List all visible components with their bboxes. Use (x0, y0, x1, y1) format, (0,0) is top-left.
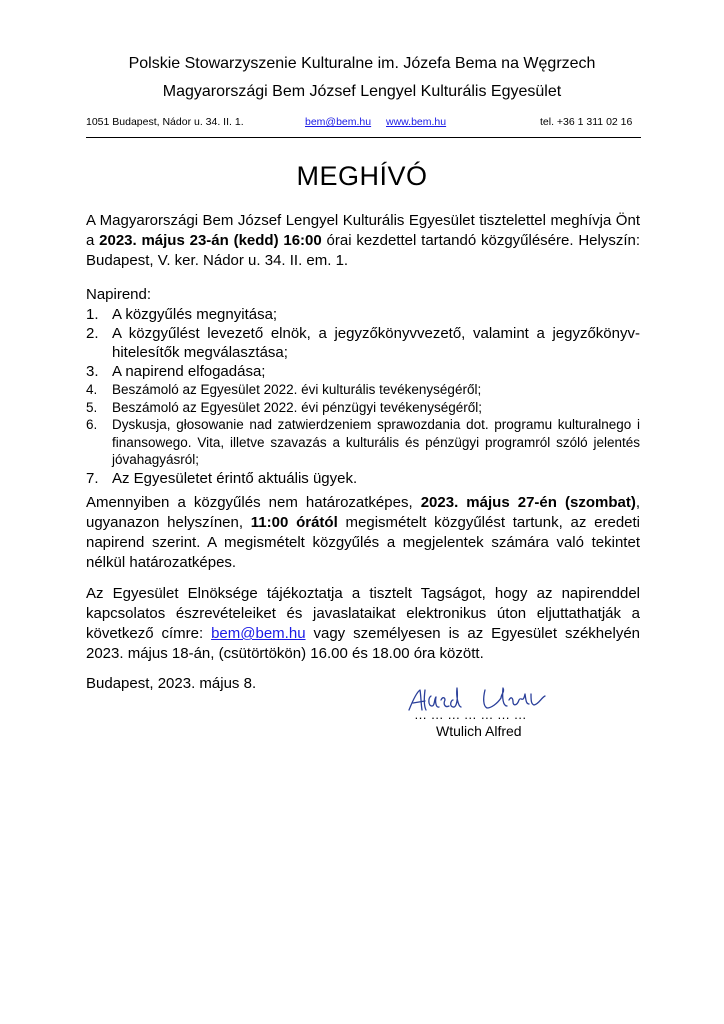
agenda-item-number: 6. (86, 417, 98, 432)
signer-name: Wtulich Alfred (436, 723, 522, 739)
notice-text-2: vagy személyesen is az Egyesület székhelyén 2023. május 18-án, (csütörtökön) 16.00 és 18.00 óra között. (86, 625, 640, 662)
address: 1051 Budapest, Nádor u. 34. II. 1. (86, 116, 244, 128)
agenda-item-text: A napirend elfogadása; (112, 363, 266, 380)
agenda-item-number: 7. (86, 469, 99, 487)
agenda-list (86, 305, 640, 488)
agenda-item-text: Dyskusja, głosowanie nad zatwierdzeniem sprawozdania dot. programu kulturalnego i finansowego. Vita, illetve szavazás a kulturális és pénzügyi programról szóló jelentés jóvahagyásról; (112, 417, 640, 467)
signature-line: ………………… (414, 707, 531, 722)
organization-name-hungarian: Magyarországi Bem József Lengyel Kulturális Egyesület (162, 83, 562, 100)
agenda-item (86, 324, 640, 362)
intro-text-1: A Magyarországi Bem József Lengyel Kulturális Egyesület tisztelettel meghívja Önt a (86, 212, 640, 249)
document-title: MEGHÍVÓ (296, 161, 428, 191)
agenda-item (86, 381, 640, 399)
quorum-text-3: megismételt közgyűlést tartunk, az eredeti napirend szerint. A megismételt közgyűlés a megjelentek számára való tekintet nélkül határozatképes. (86, 514, 641, 571)
agenda-item-number: 5. (86, 399, 98, 415)
repeat-meeting-date: 2023. május 27-én (szombat) (420, 494, 636, 511)
agenda-item (86, 416, 640, 469)
agenda-item-number: 3. (86, 363, 99, 380)
quorum-paragraph (86, 493, 640, 573)
agenda-item-number: 1. (86, 306, 99, 323)
quorum-text-2: , ugyanazon helyszínen, (86, 494, 640, 531)
email-link[interactable]: bem@bem.hu (305, 116, 372, 128)
agenda-item-number: 2. (86, 325, 99, 342)
agenda-item-text: Beszámoló az Egyesület 2022. évi kulturális tevékenységéről; (112, 382, 482, 397)
notice-paragraph (86, 584, 640, 664)
phone-number: tel. +36 1 311 02 16 (540, 116, 633, 128)
agenda-item-number: 4. (86, 382, 98, 397)
agenda-item (86, 399, 640, 417)
agenda-item-text: Beszámoló az Egyesület 2022. évi pénzügyi tevékenységéről; (112, 399, 482, 415)
agenda-item-text: Az Egyesületet érintő aktuális ügyek. (112, 469, 358, 487)
header-divider (86, 137, 641, 138)
notice-email-link[interactable]: bem@bem.hu (211, 625, 306, 642)
quorum-text-1: Amennyiben a közgyűlés nem határozatképes, (86, 494, 421, 511)
repeat-meeting-time: 11:00 órától (250, 514, 338, 531)
agenda-heading: Napirend: (86, 286, 152, 303)
website-link[interactable]: www.bem.hu (386, 116, 447, 128)
place-and-date: Budapest, 2023. május 8. (86, 675, 257, 692)
agenda-item (86, 362, 640, 381)
organization-name-polish: Polskie Stowarzyszenie Kulturalne im. Józefa Bema na Węgrzech (128, 55, 596, 72)
agenda-item-text: A közgyűlést levezető elnök, a jegyzőkönyvvezető, valamint a jegyzőkönyv-hitelesítők megválasztása; (112, 325, 640, 361)
intro-paragraph (86, 211, 640, 271)
intro-text-2: órai kezdettel tartandó közgyűlésére. Helyszín: Budapest, V. ker. Nádor u. 34. II. em. 1. (86, 232, 640, 269)
agenda-item (86, 469, 640, 488)
agenda-item-text: A közgyűlés megnyitása; (112, 306, 278, 323)
agenda-item (86, 305, 640, 324)
notice-text-1: Az Egyesület Elnöksége tájékoztatja a tisztelt Tagságot, hogy az napirenddel kapcsolatos észrevételeiket és javaslataikat elektronikus úton eljuttathatják a következő címre: (86, 585, 640, 642)
meeting-datetime: 2023. május 23-án (kedd) 16:00 (99, 232, 322, 249)
